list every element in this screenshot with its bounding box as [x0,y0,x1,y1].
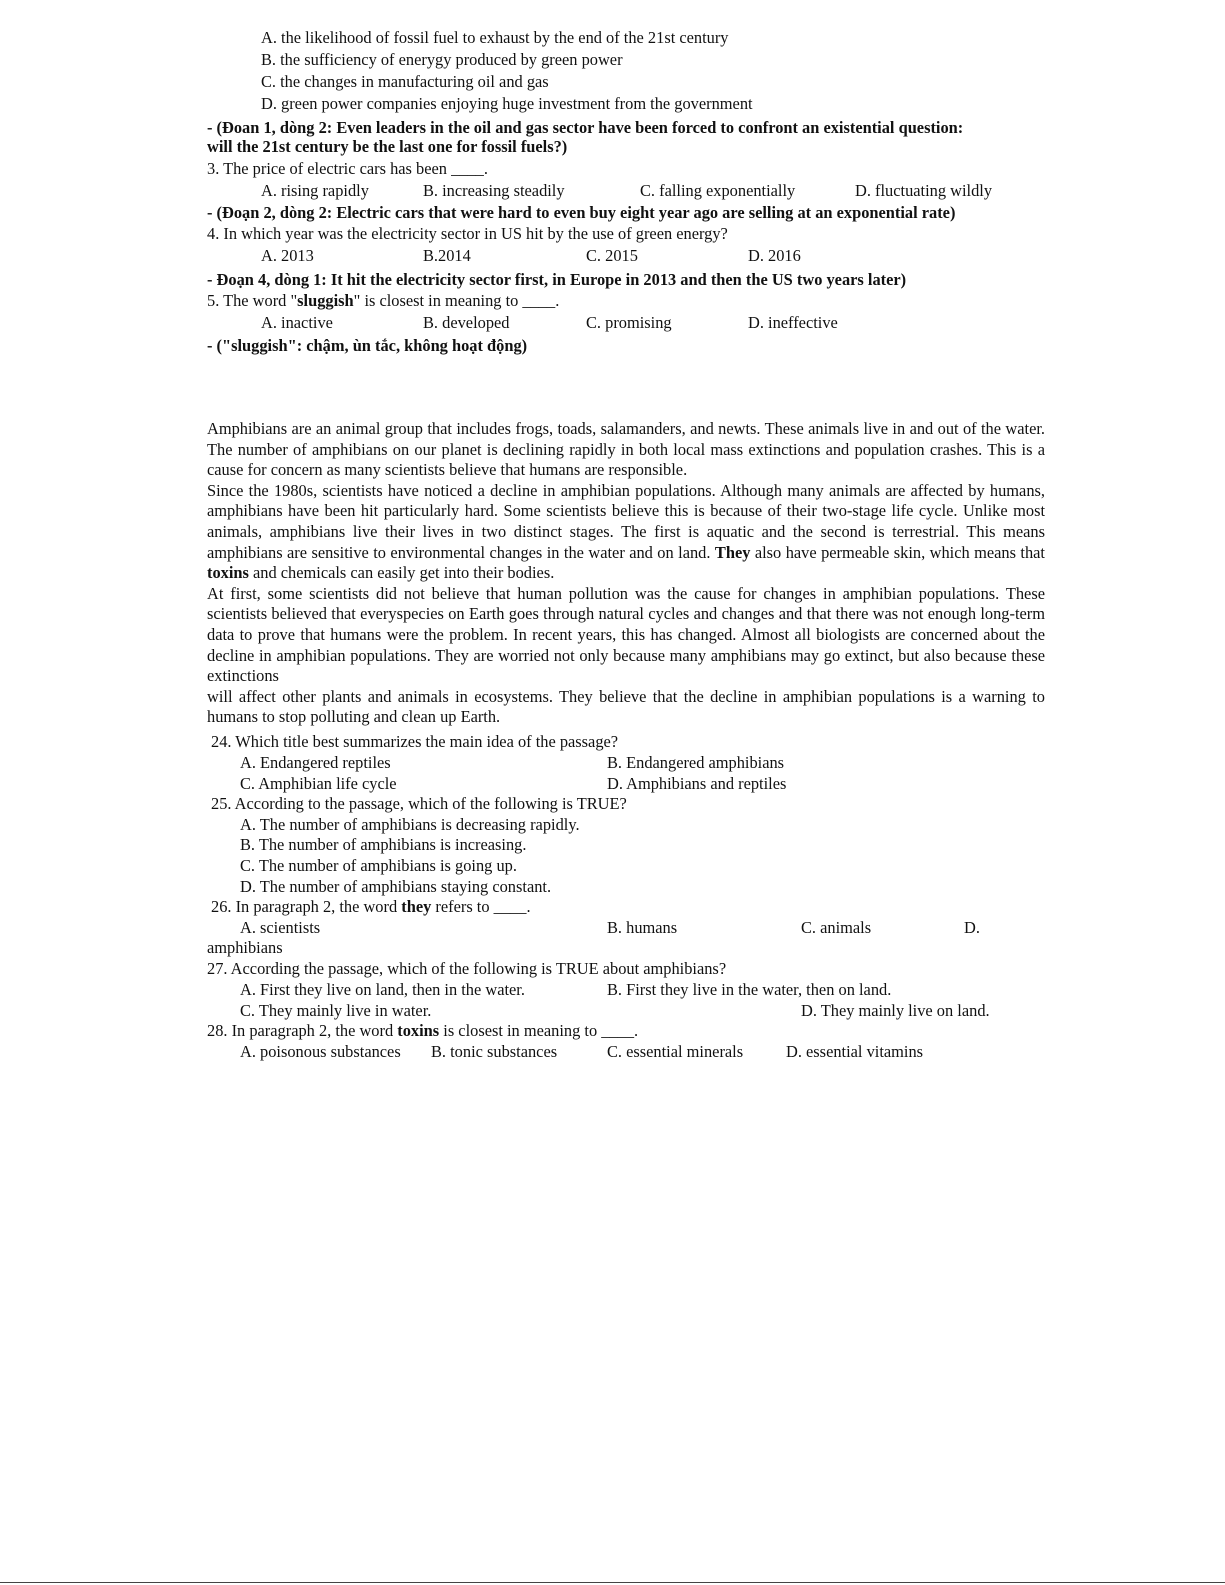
passage-paragraph-1: Amphibians are an animal group that includes frogs, toads, salamanders, and newts. These animals live in and out of the water. The number of amphibians on our planet is declining rapidly in both local mass extinctions and population crashes. This is a cause for concern as many scientists believe that humans are responsible. [207,419,1045,480]
q27-option-d: D. They mainly live on land. [801,1001,990,1020]
q3-option-a: A. rising rapidly [261,181,369,200]
q4-option-d: D. 2016 [748,246,801,265]
q5-option-d: D. ineffective [748,313,838,332]
q5-option-b: B. developed [423,313,510,332]
question-27-stem: 27. According the passage, which of the following is TRUE about amphibians? [207,959,727,978]
question-5-stem: 5. The word "sluggish" is closest in meaning to ____. [207,291,560,310]
q24-option-d: D. Amphibians and reptiles [607,774,787,793]
answer-note-q2-line1: - (Đoan 1, dòng 2: Even leaders in the oil and gas sector have been forced to confront an existential question: [207,118,964,137]
q26-option-c: C. animals [801,918,872,937]
q28-option-c: C. essential minerals [607,1042,744,1061]
answer-note-q2-line2: will the 21st century be the last one for fossil fuels?) [207,137,568,156]
keyword-toxins: toxins [397,1021,440,1040]
q25-option-b: B. The number of amphibians is increasing. [240,835,527,854]
q3-option-c: C. falling exponentially [640,181,796,200]
q4-option-a: A. 2013 [261,246,314,265]
question-3-stem: 3. The price of electric cars has been ____. [207,159,488,178]
q26-option-b: B. humans [607,918,678,937]
prev-q2-option-b: B. the sufficiency of enerygy produced by green power [261,50,623,69]
q24-option-b: B. Endangered amphibians [607,753,785,772]
q27-option-c: C. They mainly live in water. [240,1001,432,1020]
q24-option-c: C. Amphibian life cycle [240,774,397,793]
q26-option-d-wrap: amphibians [207,938,283,957]
answer-note-q3: - (Đoạn 2, dòng 2: Electric cars that were hard to even buy eight year ago are selling at an exponential rate) [207,203,956,222]
keyword-sluggish: sluggish [297,291,354,310]
q25-option-a: A. The number of amphibians is decreasing rapidly. [240,815,580,834]
passage-paragraph-3: At first, some scientists did not believe that human pollution was the cause for changes in amphibian populations. These scientists believed that everyspecies on Earth goes through natural cycles and changes and that there was not enough long-term data to prove that humans were the problem. In recent years, this has changed. Almost all biologists are concerned about the decline in amphibian populations. They are worried not only because many amphibians may go extinct, but also because these extinctions [207,583,1045,686]
q3-option-d: D. fluctuating wildly [855,181,993,200]
answer-note-q4: - Đoạn 4, dòng 1: It hit the electricity sector first, in Europe in 2013 and then the US two years later) [207,270,907,289]
q4-option-b: B.2014 [423,246,471,265]
question-4-stem: 4. In which year was the electricity sector in US hit by the use of green energy? [207,224,728,243]
q4-option-c: C. 2015 [586,246,638,265]
answer-note-q5: - ("sluggish": chậm, ùn tắc, không hoạt động) [207,336,528,355]
q26-option-d: D. [964,918,980,937]
passage-paragraph-2: Since the 1980s, scientists have noticed a decline in amphibian populations. Although many animals are affected by humans, amphibians have been hit particularly hard. Some scientists believe this is because of their two-stage life cycle. Unlike most animals, amphibians live their lives in two distinct stages. The first is aquatic and the second is terrestrial. This means amphibians are sensitive to environmental changes in the water and on land. They also have permeable skin, which means that toxins and chemicals can easily get into their bodies. [207,480,1045,583]
q26-option-a: A. scientists [240,918,321,937]
passage-paragraph-4: will affect other plants and animals in ecosystems. They believe that the decline in amphibian populations is a warning to humans to stop polluting and clean up Earth. [207,686,1045,727]
q28-option-a: A. poisonous substances [240,1042,401,1061]
q25-option-c: C. The number of amphibians is going up. [240,856,517,875]
q5-option-a: A. inactive [261,313,333,332]
prev-q2-option-a: A. the likelihood of fossil fuel to exhaust by the end of the 21st century [261,28,729,47]
reading-passage [207,419,1045,728]
q3-option-b: B. increasing steadily [423,181,565,200]
q27-option-b: B. First they live in the water, then on land. [607,980,892,999]
q28-option-d: D. essential vitamins [786,1042,924,1061]
q27-option-a: A. First they live on land, then in the water. [240,980,525,999]
question-28-stem: 28. In paragraph 2, the word toxins is closest in meaning to ____. [207,1021,639,1040]
q24-option-a: A. Endangered reptiles [240,753,391,772]
q28-option-b: B. tonic substances [431,1042,558,1061]
keyword-they: they [401,897,432,916]
question-26-stem: 26. In paragraph 2, the word they refers to ____. [211,897,531,916]
prev-q2-option-d: D. green power companies enjoying huge investment from the government [261,94,753,113]
page-bottom-divider [0,1582,1225,1583]
prev-q2-option-c: C. the changes in manufacturing oil and gas [261,72,549,91]
q25-option-d: D. The number of amphibians staying constant. [240,877,552,896]
question-25-stem: 25. According to the passage, which of the following is TRUE? [211,794,627,813]
question-24-stem: 24. Which title best summarizes the main idea of the passage? [211,732,619,751]
q5-option-c: C. promising [586,313,672,332]
